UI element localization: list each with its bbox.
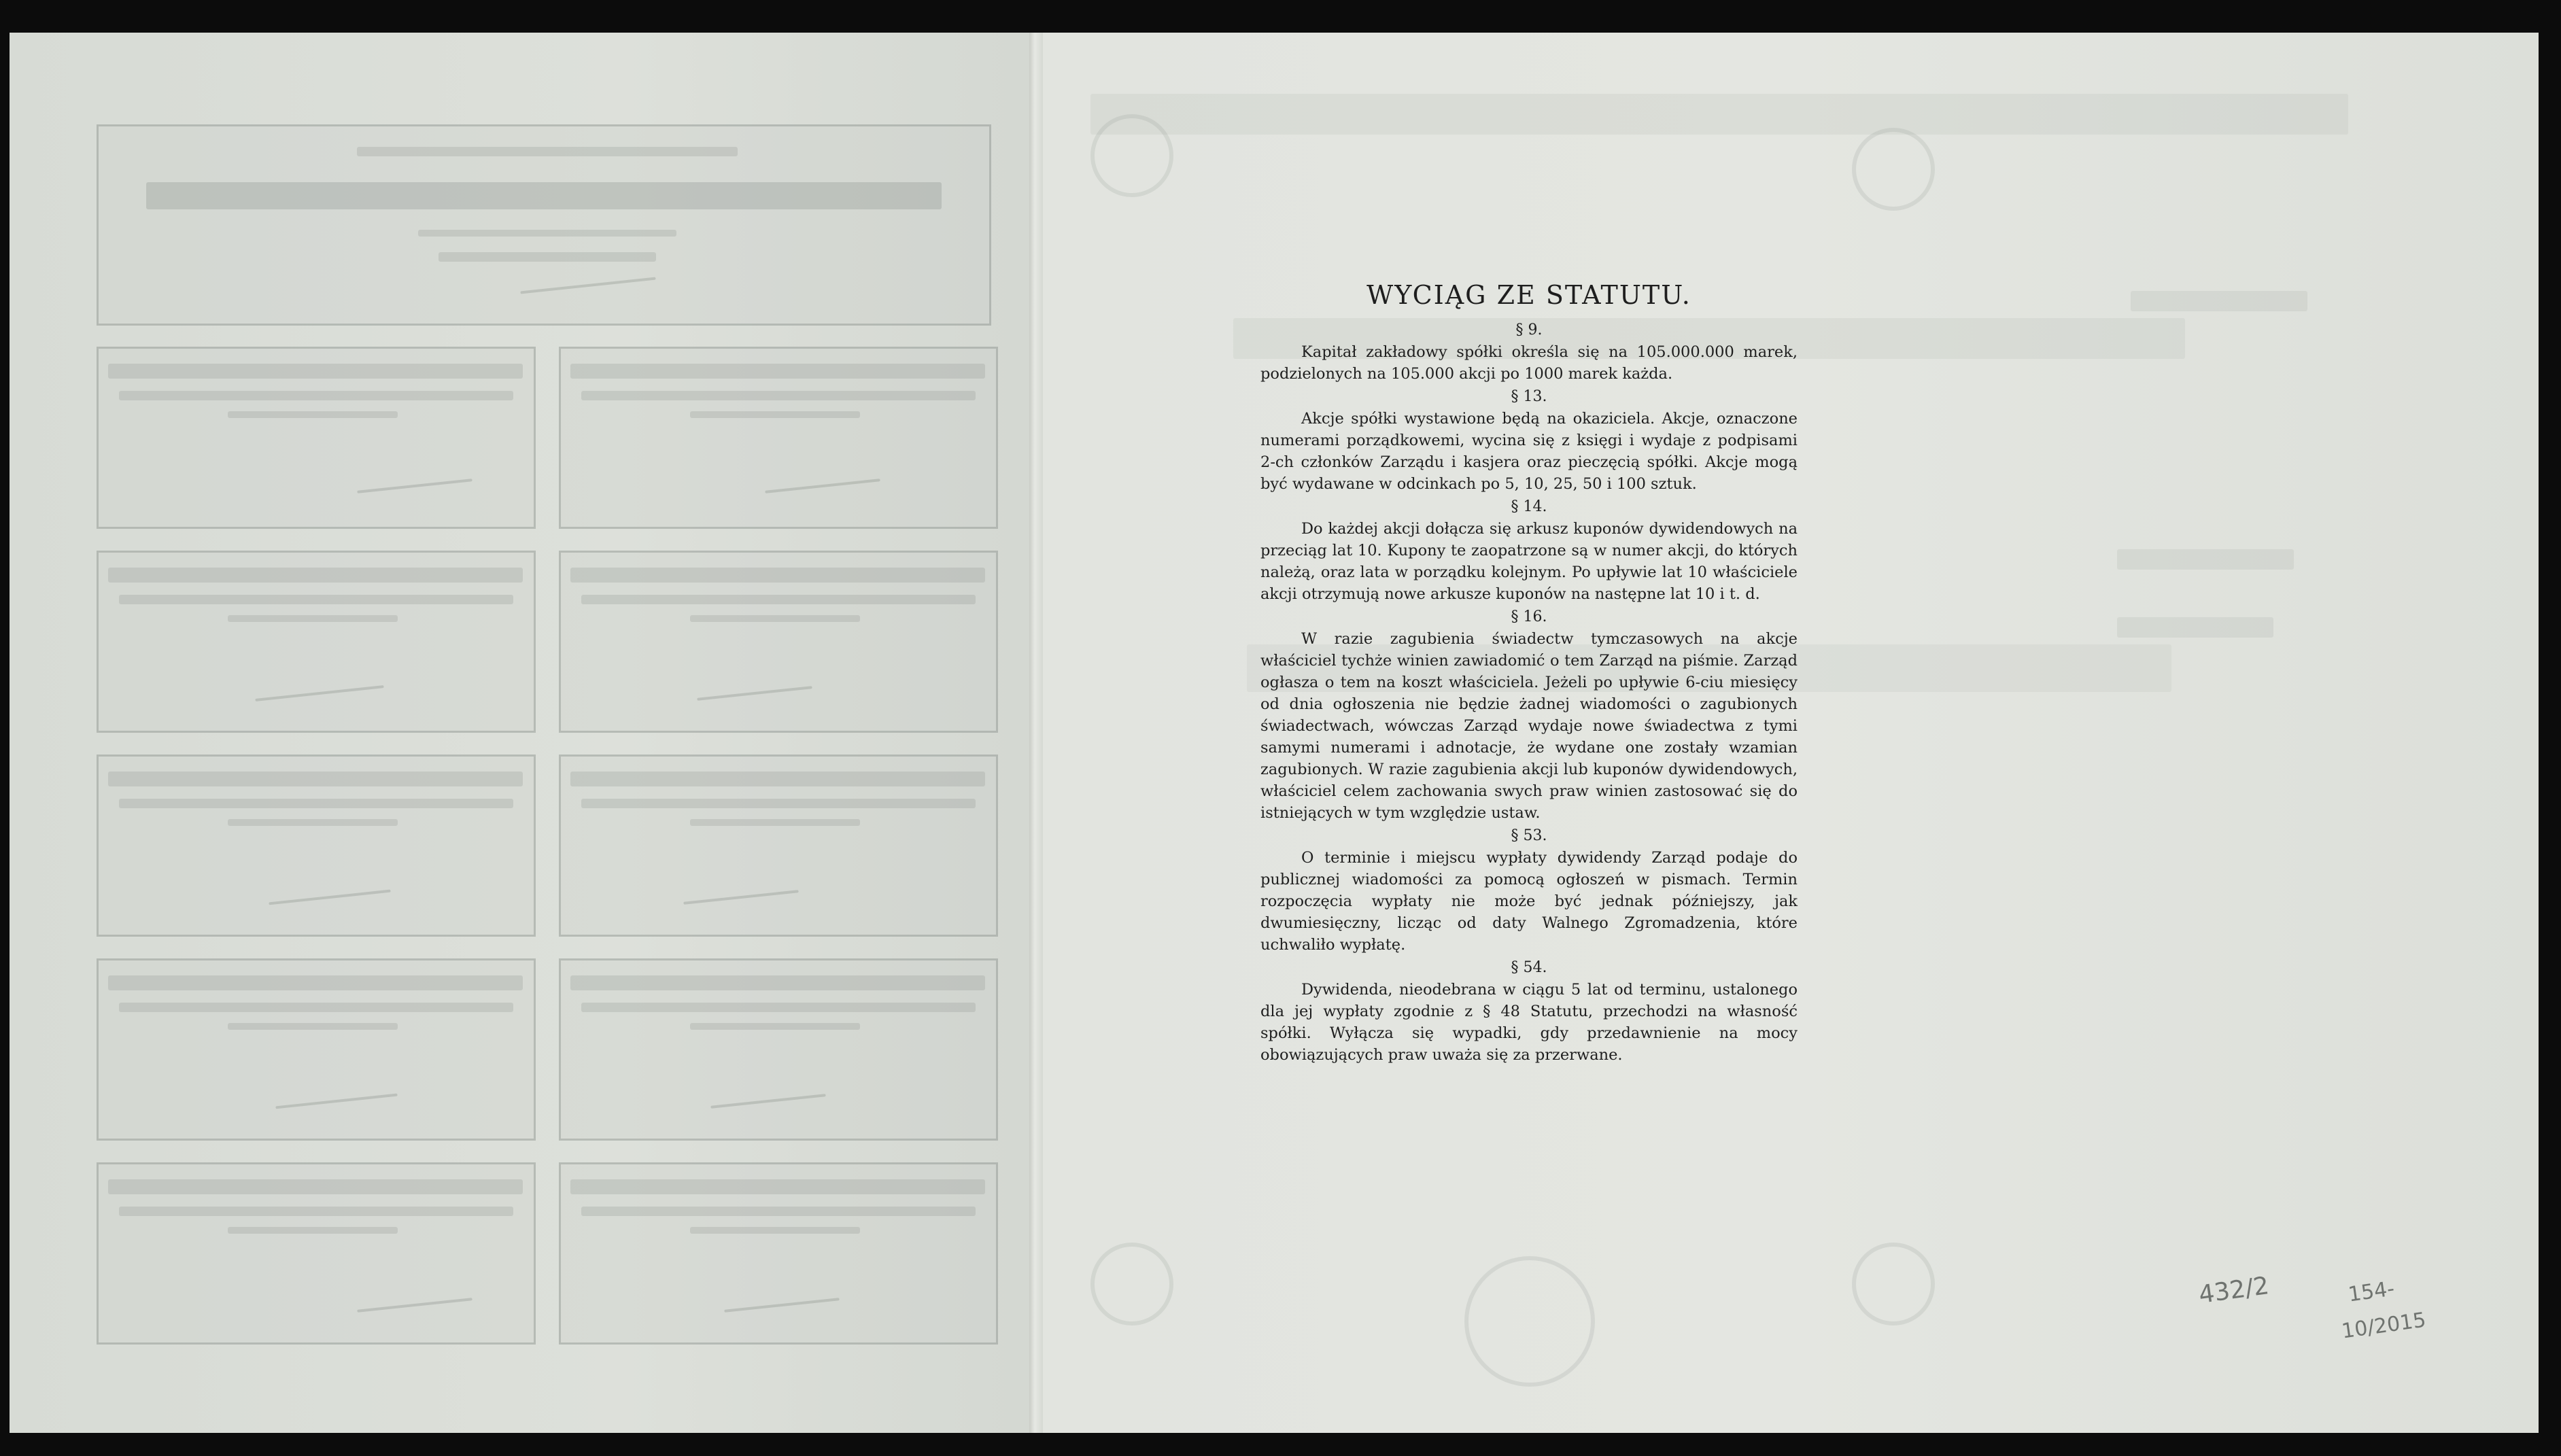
document-sheet [10,33,2539,1433]
statute-extract [1260,280,1798,1067]
section-heading: § 9. [1515,322,1543,339]
section-heading: § 54. [1511,959,1547,976]
section-text: Dywidenda, nieodebrana w ciągu 5 lat od terminu, ustalonego dla jej wypłaty zgodnie z § 48 Statutu, przechodzi na własność spółki. Wyłącza się wypadki, gdy przedawnienie na mocy obowiązujących praw uważa się za przerwane. [1260,981,1798,1064]
section-heading: § 14. [1511,498,1547,515]
section-text: W razie zagubienia świadectw tymczasowych na akcje właściciel tychże winien zawiadomić o tem Zarząd na piśmie. Zarząd ogłasza o tem na koszt właściciela. Jeżeli po upływie 6-ciu miesięcy od dnia ogłoszenia nie będzie żadnej wiadomości o zagubionych świadectwach, wówczas Zarząd wydaje nowe świadectwa z tymi samymi numerami i adnotacje, że wydane one zostały wzamian zagubionych. W razie zagubienia akcji lub kuponów dywidendowych, właściciel celem zachowania swych praw winien zastosować się do istniejących w tym względzie ustaw. [1260,630,1798,822]
section-heading: § 16. [1511,608,1547,625]
section-text: Akcje spółki wystawione będą na okaziciela. Akcje, oznaczone numerami porządkowemi, wycina się z księgi i wydaje z podpisami 2-ch członków Zarządu i kasjera oraz pieczęcią spółki. Akcje mogą być wydawane w odcinkach po 5, 10, 25, 50 i 100 sztuk. [1260,410,1798,493]
ghost-certificate-header [1090,94,2348,135]
statute-title: WYCIĄG ZE STATUTU. [1367,280,1691,310]
section-heading: § 13. [1511,388,1547,405]
section-text: O terminie i miejscu wypłaty dywidendy Zarząd podaje do publicznej wiadomości za pomocą ogłoszeń w pismach. Termin rozpoczęcia wypłaty nie może być jednak późniejszy, jak dwumiesięczny, licząc od daty Walnego Zgromadzenia, które uchwaliło wypłatę. [1260,849,1798,954]
pencil-note-right-bottom: 10/2015 [2340,1308,2428,1344]
section-heading: § 53. [1511,827,1547,844]
ghost-header-box [97,124,991,326]
section-text: Kapitał zakładowy spółki określa się na 105.000.000 marek, podzielonych na 105.000 akcji po 1000 marek każda. [1260,343,1798,383]
left-page-coupon-showthrough [10,33,1029,1433]
section-text: Do każdej akcji dołącza się arkusz kuponów dywidendowych na przeciąg lat 10. Kupony te zaopatrzone są w numer akcji, do których należą, oraz lata w porządku kolejnym. Po upływie lat 10 właściciele akcji otrzymują nowe arkusze kuponów na następne lat 10 i t. d. [1260,520,1798,603]
pencil-note-left: 432/2 [2197,1271,2271,1310]
center-fold [1029,33,1043,1433]
ghost-seal [1464,1256,1595,1387]
pencil-note-right-top: 154- [2346,1277,2396,1307]
